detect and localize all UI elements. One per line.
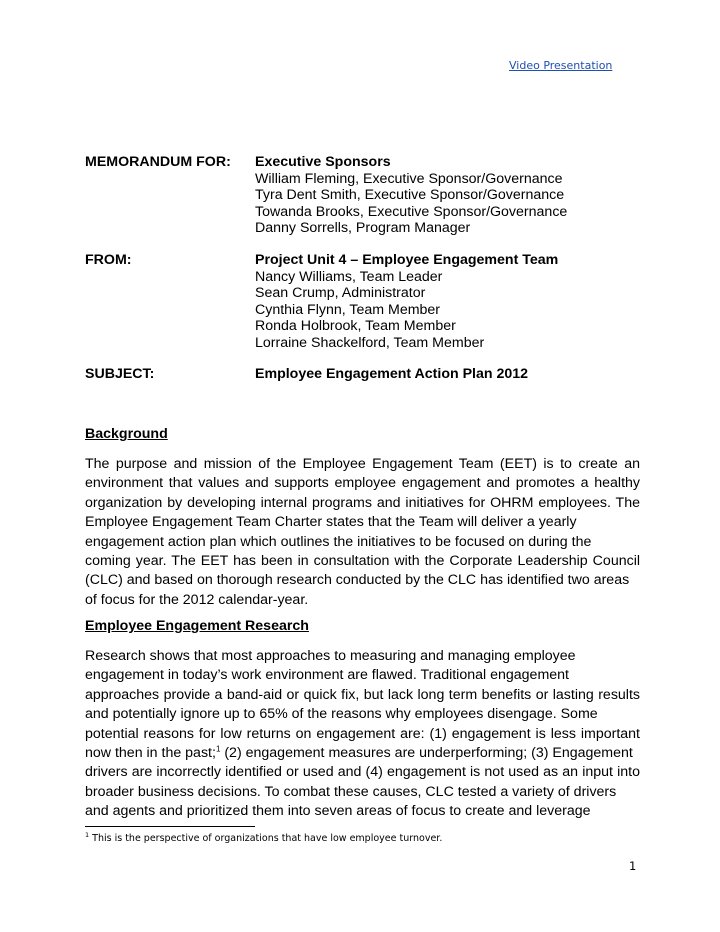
line-text: (2) engagement measures are underperforming; (3) Engagement: [220, 744, 633, 761]
paragraph-line: organization by developing internal programs and initiatives for OHRM employees. The: [85, 494, 640, 511]
subject-title: Employee Engagement Action Plan 2012: [255, 366, 529, 382]
recipient-line: Danny Sorrells, Program Manager: [255, 220, 471, 236]
footnote-number: 1: [85, 830, 90, 839]
paragraph-line: of focus for the 2012 calendar-year.: [85, 591, 309, 608]
recipient-line: Tyra Dent Smith, Executive Sponsor/Governance: [255, 187, 565, 203]
paragraph-line: drivers are incorrectly identified or used and (4) engagement is not used as an input into: [85, 764, 640, 781]
paragraph-line: The purpose and mission of the Employee Engagement Team (EET) is to create an: [85, 456, 640, 472]
paragraph-line: Research shows that most approaches to measuring and managing employee: [85, 648, 576, 664]
background-heading: Background: [85, 426, 168, 442]
recipient-line: Towanda Brooks, Executive Sponsor/Governance: [255, 203, 568, 220]
memo-from-senders: [255, 252, 558, 351]
recipient-group-title: Executive Sponsors: [255, 154, 391, 170]
paragraph-line: engagement action plan which outlines the initiatives to be focused on during the: [85, 533, 592, 550]
paragraph-line: and potentially ignore up to 65% of the reasons why employees disengage. Some: [85, 706, 598, 723]
footnote: [85, 830, 443, 844]
sender-line: Sean Crump, Administrator: [255, 285, 426, 301]
sender-line: Cynthia Flynn, Team Member: [255, 301, 441, 318]
memo-for-recipients: [255, 154, 567, 237]
paragraph-line: and agents and prioritized them into seven areas of focus to create and leverage: [85, 803, 591, 820]
memo-from-label: FROM:: [85, 252, 132, 268]
line-text: now then in the past;: [85, 744, 216, 761]
paragraph-line: environment that values and supports employee engagement and promotes a healthy: [85, 475, 640, 492]
page-number: 1: [629, 859, 637, 873]
paragraph-line: Employee Engagement Team Charter states that the Team will deliver a yearly: [85, 514, 577, 531]
research-heading: Employee Engagement Research: [85, 618, 309, 634]
recipient-line: William Fleming, Executive Sponsor/Governance: [255, 170, 563, 187]
paragraph-line: potential reasons for low returns on engagement are: (1) engagement is less important: [85, 725, 640, 742]
video-presentation-link[interactable]: Video Presentation: [509, 59, 613, 72]
sender-group-title: Project Unit 4 – Employee Engagement Team: [255, 252, 559, 268]
memo-subject-text: [255, 366, 528, 383]
background-paragraph: [85, 455, 640, 610]
sender-line: Lorraine Shackelford, Team Member: [255, 334, 485, 351]
footnote-divider: [85, 826, 255, 827]
paragraph-line: (CLC) and based on thorough research conducted by the CLC has identified two areas: [85, 572, 630, 589]
paragraph-line: engagement in today’s work environment are flawed. Traditional engagement: [85, 667, 569, 684]
memo-for-label: MEMORANDUM FOR:: [85, 154, 231, 170]
footnote-text: This is the perspective of organizations that have low employee turnover.: [89, 833, 443, 844]
paragraph-line: broader business decisions. To combat these causes, CLC tested a variety of drivers: [85, 783, 617, 800]
sender-line: Ronda Holbrook, Team Member: [255, 318, 456, 334]
footnote-reference: 1: [215, 744, 221, 754]
sender-line: Nancy Williams, Team Leader: [255, 268, 443, 285]
research-paragraph: [85, 647, 640, 822]
paragraph-line: coming year. The EET has been in consultation with the Corporate Leadership Council: [85, 552, 640, 569]
memo-subject-label: SUBJECT:: [85, 366, 155, 382]
paragraph-line: [85, 744, 640, 763]
paragraph-line: approaches provide a band-aid or quick fix, but lack long term benefits or lasting results: [85, 686, 640, 703]
